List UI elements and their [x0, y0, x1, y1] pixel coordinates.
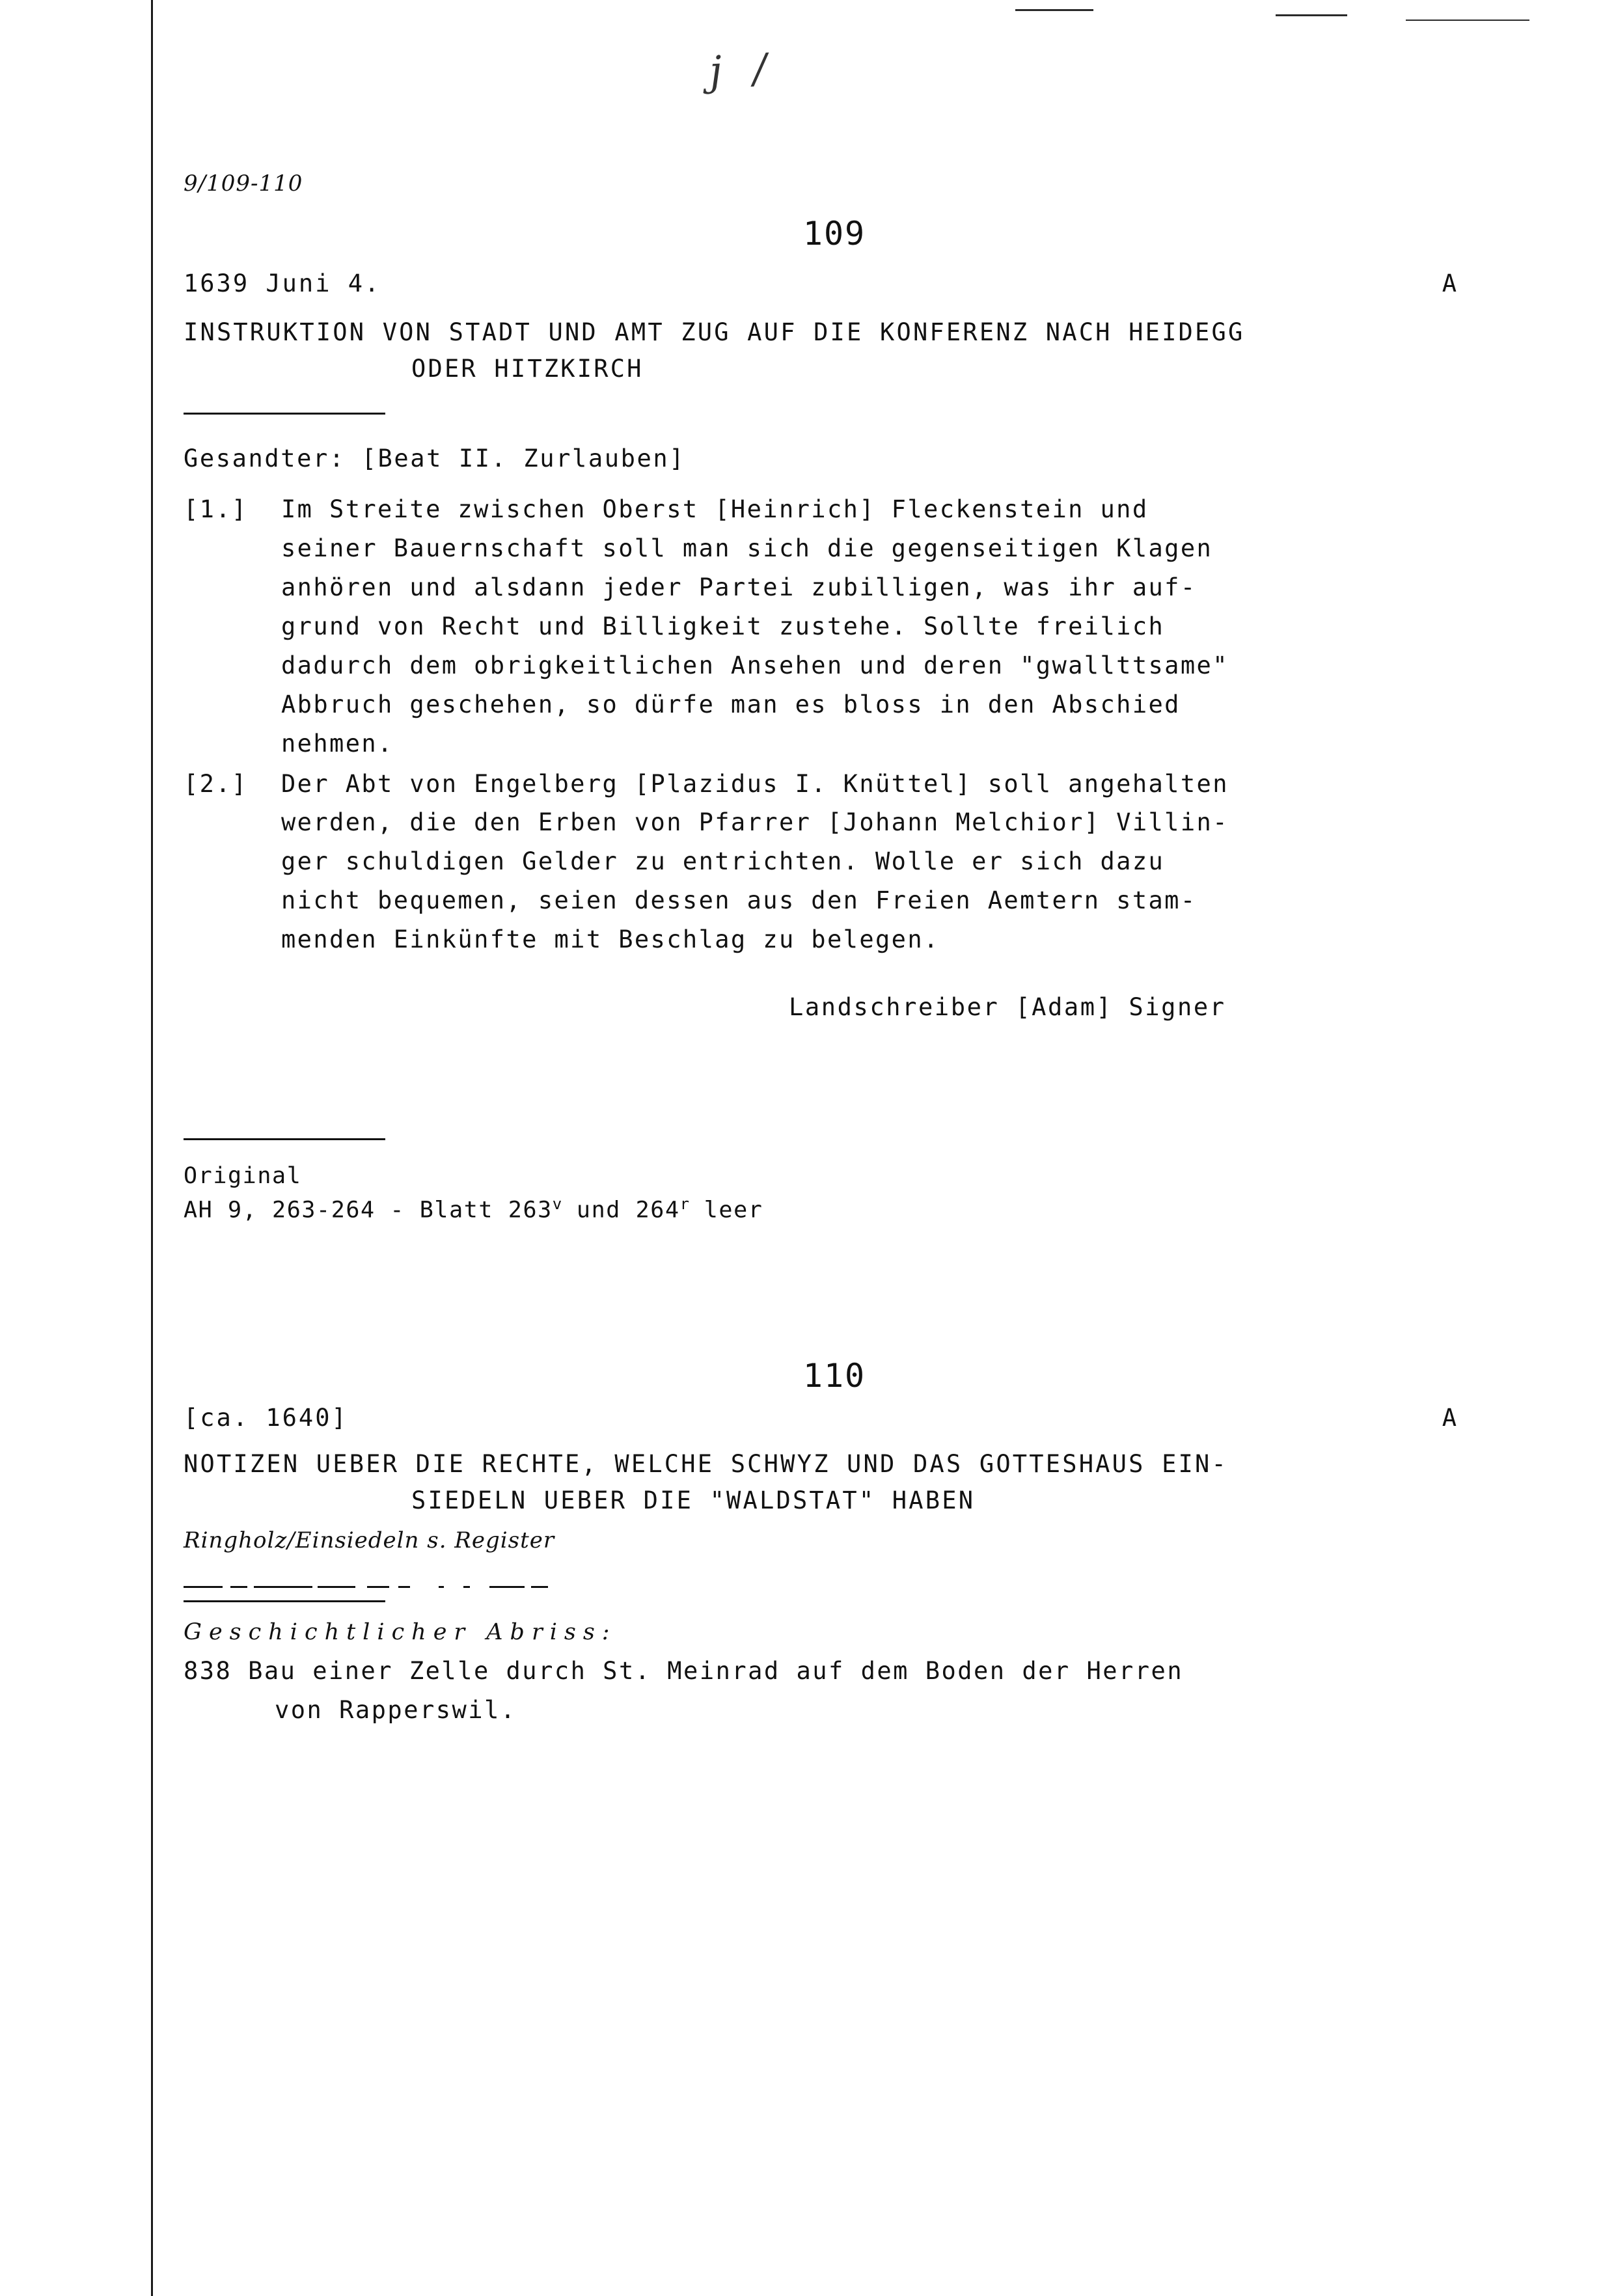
entry-110-sidemark: A	[1442, 1404, 1458, 1432]
entry-109-sidemark: A	[1442, 269, 1458, 297]
handwritten-mark: j /	[708, 44, 777, 95]
item-line: seiner Bauernschaft soll man sich die gegenseitigen Klagen	[281, 534, 1213, 562]
entry-110-title	[184, 1446, 1485, 1518]
source-sup-r: r	[679, 1194, 690, 1213]
entry-109-title-line1: INSTRUKTION VON STADT UND AMT ZUG AUF DIE KONFERENZ NACH HEIDEGG	[184, 318, 1245, 346]
source-detail	[184, 1193, 1485, 1227]
entry-109-source	[184, 1160, 1485, 1227]
body-line: von Rapperswil.	[275, 1696, 517, 1725]
item-line: nicht bequemen, seien dessen aus den Freien Aemtern stam-	[281, 886, 1197, 915]
entry-109-date: 1639 Juni 4.	[184, 269, 381, 297]
entry-110-italic-ref: Ringholz/Einsiedeln s. Register	[184, 1527, 555, 1554]
entry-109-signature: Landschreiber [Adam] Signer	[789, 993, 1226, 1022]
item-marker: [2.]	[184, 769, 248, 798]
item-line: menden Einkünfte mit Beschlag zu belegen.	[281, 925, 940, 954]
divider-rule-3	[184, 1600, 385, 1602]
entry-110	[184, 1357, 1485, 1730]
item-line: dadurch dem obrigkeitlichen Ansehen und deren "gwallttsame"	[281, 651, 1229, 679]
body-line: 838 Bau einer Zelle durch St. Meinrad auf dem Boden der Herren	[184, 1657, 1184, 1686]
divider-rule-1	[184, 413, 385, 415]
source-label: Original	[184, 1163, 302, 1190]
item-text	[281, 490, 1485, 763]
archive-reference: 9/109-110	[184, 171, 303, 197]
entry-109-items	[184, 490, 1485, 959]
page-edge-line	[151, 0, 153, 2296]
entry-110-section-heading: Geschichtlicher Abriss:	[184, 1619, 617, 1646]
item-line: Abbruch geschehen, so dürfe man es bloss in den Abschied	[281, 690, 1181, 718]
divider-rule-2	[184, 1138, 385, 1140]
source-detail-mid: und 264	[562, 1197, 680, 1223]
entry-109-title	[184, 314, 1485, 387]
source-detail-end: leer	[689, 1197, 763, 1223]
list-item	[184, 765, 1485, 960]
entry-110-title-line2: SIEDELN UEBER DIE "WALDSTAT" HABEN	[411, 1486, 976, 1514]
entry-110-body	[184, 1652, 1485, 1730]
item-line: grund von Recht und Billigkeit zustehe. Sollte freilich	[281, 612, 1165, 640]
entry-109	[184, 215, 1485, 1227]
item-line: nehmen.	[281, 729, 394, 758]
item-line: ger schuldigen Gelder zu entrichten. Wolle er sich dazu	[281, 847, 1165, 876]
source-sup-v: v	[552, 1194, 562, 1213]
item-line: Im Streite zwischen Oberst [Heinrich] Fleckenstein und	[281, 495, 1149, 523]
item-line: anhören und alsdann jeder Partei zubilligen, was ihr auf-	[281, 573, 1197, 601]
entry-110-headrow	[184, 1404, 1485, 1432]
entry-109-headrow	[184, 269, 1485, 297]
entry-number-109: 109	[802, 215, 866, 253]
divider-rule-dashed	[184, 1583, 548, 1591]
entry-109-envoy: Gesandter: [Beat II. Zurlauben]	[184, 444, 686, 472]
item-line: werden, die den Erben von Pfarrer [Johann Melchior] Villin-	[281, 808, 1229, 837]
item-line: Der Abt von Engelberg [Plazidus I. Knüttel] soll angehalten	[281, 769, 1229, 798]
item-text	[281, 765, 1485, 960]
entry-110-title-line1: NOTIZEN UEBER DIE RECHTE, WELCHE SCHWYZ UND DAS GOTTESHAUS EIN-	[184, 1450, 1228, 1479]
document-body	[184, 0, 1485, 1730]
entry-number-110: 110	[802, 1357, 866, 1395]
list-item	[184, 490, 1485, 763]
source-detail-main: AH 9, 263-264 - Blatt 263	[184, 1197, 553, 1223]
item-marker: [1.]	[184, 495, 248, 523]
entry-110-date: [ca. 1640]	[184, 1404, 348, 1432]
entry-109-title-line2: ODER HITZKIRCH	[411, 354, 644, 383]
